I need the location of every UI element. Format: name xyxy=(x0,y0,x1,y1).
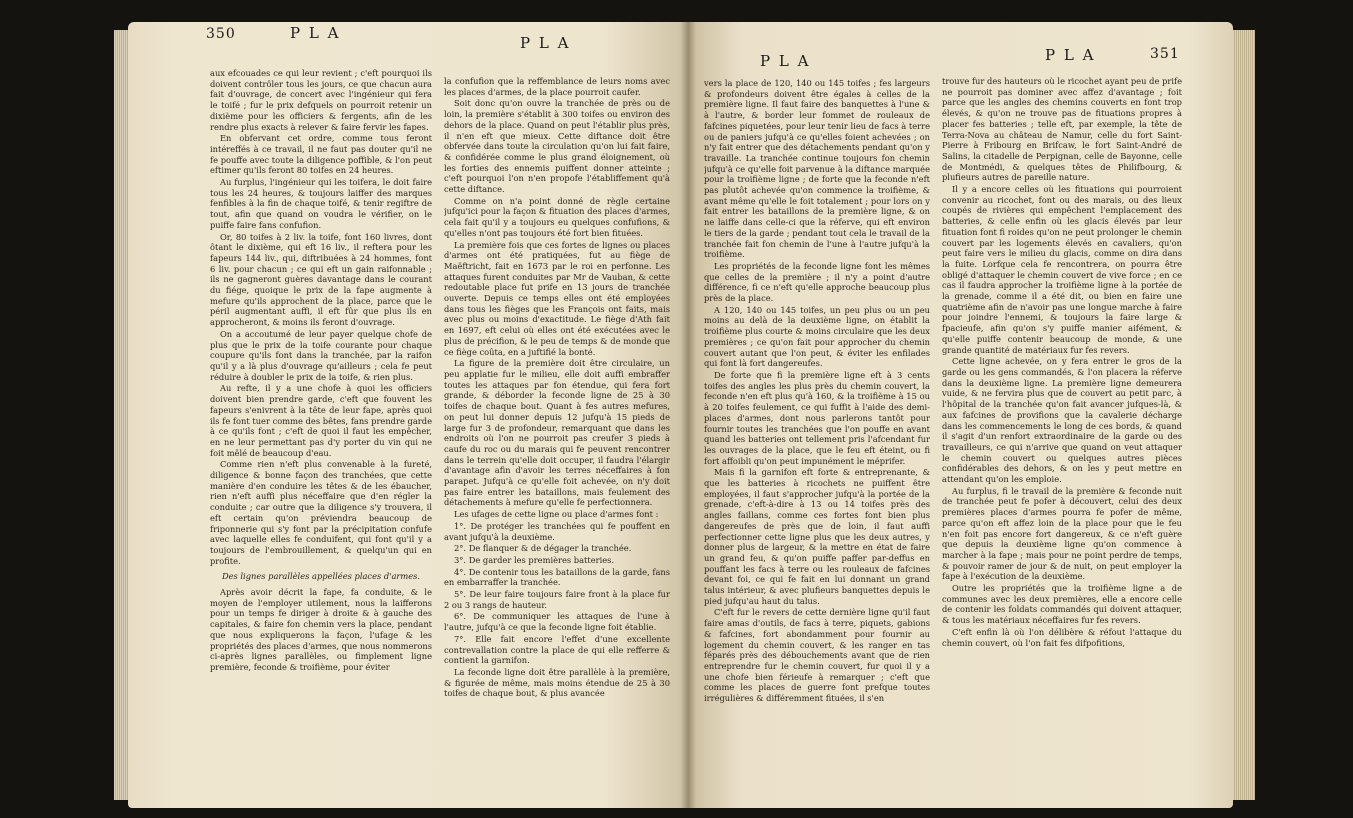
list-item: 7°. Elle fait encore l'effet d'une excellente contrevallation contre la place de qui elle refferre & contient la garnifon. xyxy=(444,633,670,666)
paragraph: Il y a encore celles où les fituations qui pourroient convenir au ricochet, font ou des marais, ou des lieux coupés de rivières qui empêchent l'emplacement des batteries, & celle enfin où les glacis élevés par leur fituation font fi roides qu'on ne peut prolonger le chemin couvert par les logements élevés en cavaliers, qu'on peut faire vers le milieu du glacis, comme on dira dans la fuite. Lorfque cela fe rencontrera, on pourra être obligé d'attaquer le chemin couvert de vive force ; en ce cas il faudra approcher la troifième ligne à la portée de la grenade, comme il a été dit, ou bien en faire une quatrième afin de n'avoir pas une longue marche à faire pour joindre l'ennemi, & toujours la faire large & fpacieufe, afin qu'on s'y puiffe manier aifément, & qu'elle puiffe contenir beaucoup de monde, & une grande quantité de matériaux fur fes revers. xyxy=(942,184,1182,355)
paragraph: Soit donc qu'on ouvre la tranchée de près ou de loin, la première s'établit à 300 toifes ou environ des dehors de la place. Quand on peut l'établir plus près, il n'en eft que mieux. Cette diftance doit être obfervée dans toute la circulation qu'on lui fait faire, & confidérée comme le plus grand éloignement, où les forties des ennemis puiffent donner atteinte ; c'eft pourquoi l'on n'en propofe l'établiffement qu'à cette diftance. xyxy=(444,98,670,195)
right-column-1 xyxy=(704,78,930,778)
paragraph: La première fois que ces fortes de lignes ou places d'armes ont été pratiquées, fut au fiège de Maëftricht, fait en 1673 par le roi en perfonne. Les attaques furent conduites par Mr de Vauban, & cette redoutable place fut prife en 13 jours de tranchée ouverte. Depuis ce temps elles ont été employées dans tous les fièges que les François ont faits, mais avec plus ou moins d'exactitude. Le fiège d'Ath fait en 1697, eft celui où elles ont été exécutées avec le plus de précifion, & le peu de temps & de monde que ce fiège coûta, en a juftifié la bonté. xyxy=(444,239,670,357)
paragraph: Mais fi la garnifon eft forte & entreprenante, & que les batteries à ricochets ne puiffent être employées, il faut s'approcher jufqu'à la portée de la grenade, c'eft-à-dire à 13 ou 14 toifes près des angles faillans, comme ces fortes font bien plus dangereufes de près que de loin, il faut auffi perfectionner cette ligne plus que les deux autres, y donner plus de largeur, & la mettre en état de faire un grand feu, & qu'on puiffe paffer par-deffus en pouffant les facs à terre ou les rouleaux de fafcines devant foi, ce qui fe fait en lui donnant un grand talus intérieur, & avec plufieurs banquettes depuis le pied jufqu'au haut du talus. xyxy=(704,467,930,606)
paragraph: Comme on n'a point donné de règle certaine jufqu'ici pour la façon & fituation des places d'armes, cela fait qu'il y a toujours eu quelques confufions, & qu'elles n'ont pas toujours été fort bien fituées. xyxy=(444,195,670,238)
paragraph: aux efcouades ce qui leur revient ; c'eft pourquoi ils doivent contrôler tous les jours, ce que chacun aura fait d'ouvrage, de concert avec l'ingénieur qui fera le toifé ; fur le prix defquels on pourroit retenir un dixième pour les officiers & fergents, afin de les rendre plus exacts à relever & faire fervir les fapes. xyxy=(210,68,432,132)
right-column-heading: P L A xyxy=(1045,46,1096,64)
left-column-2 xyxy=(444,76,670,716)
list-item: 5°. De leur faire toujours faire front à la place fur 2 ou 3 rangs de hauteur. xyxy=(444,589,670,610)
section-title: Des lignes parallèles appellées places d'armes. xyxy=(221,571,421,582)
paragraph: En obfervant cet ordre, comme tous feront intéreffés à ce travail, il ne faut pas douter qu'il ne fe pouffe avec toute la diligence poffible, & l'on peut eftimer qu'ils feront 80 toifes en 24 heures. xyxy=(210,133,432,176)
right-page-edge xyxy=(1233,30,1255,800)
left-page-edge xyxy=(114,30,128,800)
left-page-number: 350 xyxy=(206,26,236,42)
paragraph: On a accoutumé de leur payer quelque chofe de plus que le prix de la toife courante pour chaque coupure qu'ils font dans la tranchée, par la raifon qu'il y a là plus d'ouvrage qu'ailleurs ; cela fe peut réduire à doubler le prix de la toife, & rien plus. xyxy=(210,328,432,382)
book-gutter xyxy=(680,22,696,808)
paragraph: vers la place de 120, 140 ou 145 toifes ; fes largeurs & profondeurs doivent être égales à celles de la première ligne. Il faut faire des banquettes à l'une & à l'autre, & border leur fommet de rouleaux de fafcines piquetées, pour leur tenir lieu de facs à terre ou de paniers jufqu'à ce qu'elles foient achevées ; on n'y fait entrer que des détachements pendant qu'on y travaille. La tranchée continue toujours fon chemin jufqu'à ce qu'elle foit parvenue à la diftance marquée pour la troifième ligne ; de forte que la feconde n'eft pas plutôt achevée qu'on commence la troifième, & avant même qu'elle le foit totalement ; pour lors on y fait entrer les bataillons de la première ligne, & on ne laiffe dans celle-ci que la réferve, qui eft environ le tiers de la garde ; pendant tout cela le travail de la tranchée fait fon chemin de l'une à l'autre jufqu'à la troifième. xyxy=(704,78,930,260)
paragraph: Au refte, il y a une chofe à quoi les officiers doivent bien prendre garde, c'eft que fouvent les fapeurs s'enivrent à la tête de leur fape, après quoi ils fe font tuer comme des bêtes, fans prendre garde à ce qu'ils font ; c'eft de quoi il faut les empêcher, en ne leur permettant pas d'y porter du vin qui ne foit mêlé de beaucoup d'eau. xyxy=(210,383,432,458)
right-page-number: 351 xyxy=(1150,46,1180,62)
list-item: 6°. De communiquer les attaques de l'une à l'autre, jufqu'à ce que la feconde ligne foit établie. xyxy=(444,611,670,633)
paragraph: C'eft fur le revers de cette dernière ligne qu'il faut faire amas d'outils, de facs à terre, piquets, gabions & fafcines, fort abondamment pour fournir au logement du chemin couvert, & les ranger en tas féparés près des débouchements avant que de rien entreprendre fur le chemin couvert, fur quoi il y a une chofe bien férieufe à remarquer ; c'eft que comme les places de guerre font prefque toutes irrégulières & différemment fituées, il s'en xyxy=(704,607,930,704)
paragraph: la confufion que la reffemblance de leurs noms avec les places d'armes, de la place pourroit caufer. xyxy=(444,76,670,97)
paragraph: Outre les propriétés que la troifième ligne a de communes avec les deux premières, elle a encore celle de contenir les foldats commandés qui doivent attaquer, & tous les matériaux néceffaires fur fes revers. xyxy=(942,583,1182,626)
paragraph: Au furplus, l'ingénieur qui les toifera, le doit faire tous les 24 heures, & toujours laiffer des marques fenfibles à la fin de chaque toifé, & tenir regiftre de tout, afin que quand on voudra le vérifier, on le puiffe faire fans confufion. xyxy=(210,177,432,230)
paragraph: Les ufages de cette ligne ou place d'armes font : xyxy=(454,509,659,520)
list-item: 1°. De protéger les tranchées qui fe pouffent en avant jufqu'à la deuxième. xyxy=(444,520,670,542)
list-item: 4°. De contenir tous les bataillons de la garde, fans en embarraffer la tranchée. xyxy=(444,566,670,588)
paragraph: La figure de la première doit être circulaire, un peu applatie fur le milieu, elle doit auffi embraffer toutes les attaques par fon étendue, qui fera fort grande, & déborder la feconde ligne de 25 à 30 toifes de chaque bout. Quant à fes autres mefures, on peut lui donner depuis 12 jufqu'à 15 pieds de large fur 3 de profondeur, remarquant que dans les endroits où l'on ne pourroit pas creufer 3 pieds à caufe du roc ou du marais qui fe peuvent rencontrer dans le terrein qu'elle doit occuper, il faudra l'élargir d'avantage afin d'avoir les terres néceffaires à fon parapet. Jufqu'à ce qu'elle foit achevée, on n'y doit pas faire entrer les bataillons, mais feulement des détachements à mefure qu'elle fe perfectionnera. xyxy=(444,358,670,508)
paragraph: Au furplus, fi le travail de la première & feconde nuit de tranchée peut fe pofer à découvert, celui des deux premières places d'armes pourra fe pofer de même, parce qu'on eft affez loin de la place pour que le feu n'en foit pas encore fort dangereux, & ce n'eft guère que depuis la deuxième ligne qu'on commence à marcher à la fape ; mais pour ne point perdre de temps, & pouvoir ramer de jour & de nuit, on peut employer la fape à l'exécution de la deuxième. xyxy=(942,485,1182,582)
list-item: 3°. De garder les premières batteries. xyxy=(454,554,615,565)
paragraph: Cette ligne achevée, on y fera entrer le gros de la garde ou les gens commandés, & l'on placera la réferve dans la deuxième ligne. La première ligne demeurera vuide, & ne fervira plus que de couvert au petit parc, à l'hôpital de la tranchée qu'on fait avancer jufques-là, & aux fafcines de provifions que la cavalerie décharge dans les commencements le long de ces bords, & quand il s'agit d'un renfort extraordinaire de la garde ou des travailleurs, ce qui n'arrive que quand on veut attaquer le chemin couvert ou quelques autres pièces confidérables des dehors, & on les y peut mettre en attendant qu'on les emploie. xyxy=(942,356,1182,485)
paragraph: La feconde ligne doit être parallèle à la première, & figurée de même, mais moins étendue de 25 à 30 toifes de chaque bout, & plus avancée xyxy=(444,666,670,699)
paragraph: Comme rien n'eft plus convenable à la fureté, diligence & bonne façon des tranchées, que cette manière d'en conduire les têtes & de les ébaucher, rien n'eft auffi plus néceffaire que d'en régler la conduite ; car outre que la diligence s'y trouvera, il eft certain qu'on préviendra beaucoup de friponnerie qui s'y font par la précipitation confufe avec laquelle elles fe conduifent, qui font qu'il y a toujours de l'embrouillement, & quelqu'un qui en profite. xyxy=(210,459,432,566)
left-column-1 xyxy=(210,68,432,798)
paragraph: Les propriétés de la feconde ligne font les mêmes que celles de la première ; il n'y a point d'autre différence, fi ce n'eft qu'elle approche beaucoup plus près de la place. xyxy=(704,260,930,304)
paragraph: Après avoir décrit la fape, fa conduite, & le moyen de l'employer utilement, nous la laifferons pour un temps fe diriger à droite & à gauche des capitales, & faire fon chemin vers la place, pendant que nous expliquerons la façon, l'ufage & les propriétés des places d'armes, que nous nommerons ci-après lignes parallèles, ou fimplement ligne première, feconde & troifième, pour éviter xyxy=(210,587,432,672)
paragraph: trouve fur des hauteurs où le ricochet ayant peu de prife ne pourroit pas dominer avec affez d'avantage ; foit parce que les angles des chemins couverts en font trop élevés, & qu'on ne trouve pas de fituations propres à placer fes batteries ; telle eft, par exemple, la tête de Terra-Nova au château de Namur, celle du fort Saint-Pierre à Fribourg en Brifcaw, le fort Saint-André de Salins, la citadelle de Perpignan, celle de Bayonne, celle de Montmédi, & quelques têtes de Philifbourg, & plufieurs autres de pareille nature. xyxy=(942,76,1182,183)
paragraph: C'eft enfin là où l'on délibère & réfout l'attaque du chemin couvert, où l'on fait fes difpofitions, xyxy=(942,626,1182,648)
right-running-head: P L A xyxy=(760,52,811,70)
list-item: 2°. De flanquer & de dégager la tranchée. xyxy=(454,543,632,554)
paragraph: De forte que fi la première ligne eft à 3 cents toifes des angles les plus près du chemin couvert, la feconde n'en eft plus qu'à 160, & la troifième à 15 ou à 20 toifes feulement, ce qui fuffit à l'aide des demi-places d'armes, dont nous parlerons tantôt pour fournir toutes les tranchées que l'on pouffe en avant quand les batteries ont tellement pris l'afcendant fur les ouvrages de la place, que le feu eft éteint, ou fi fort affoibli qu'on peut impunément le méprifer. xyxy=(704,369,930,466)
right-column-2 xyxy=(942,76,1182,806)
paragraph: A 120, 140 ou 145 toifes, un peu plus ou un peu moins au delà de la deuxième ligne, on établit la troifième plus courte & moins circulaire que les deux premières ; ce qu'on fait pour approcher du chemin couvert autant que l'on peut, & éviter les enfilades qui font là fort dangereufes. xyxy=(704,304,930,369)
paragraph: Or, 80 toifes à 2 liv. la toife, font 160 livres, dont ôtant le dixième, qui eft 16 liv., il reftera pour les fapeurs 144 liv., qui, diftribuées à 24 hommes, font 6 liv. pour chacun ; ce qui eft un gain raifonnable ; ils ne gagneront guères davantage dans le courant du fiége, quoique le prix de la fape augmente à mefure qu'ils approchent de la place, parce que le péril augmentant auffi, il eft fûr que plus ils en approcheront, & moins ils feront d'ouvrage. xyxy=(210,231,432,328)
left-running-head: P L A xyxy=(290,24,341,42)
left-column-heading: P L A xyxy=(520,34,571,52)
